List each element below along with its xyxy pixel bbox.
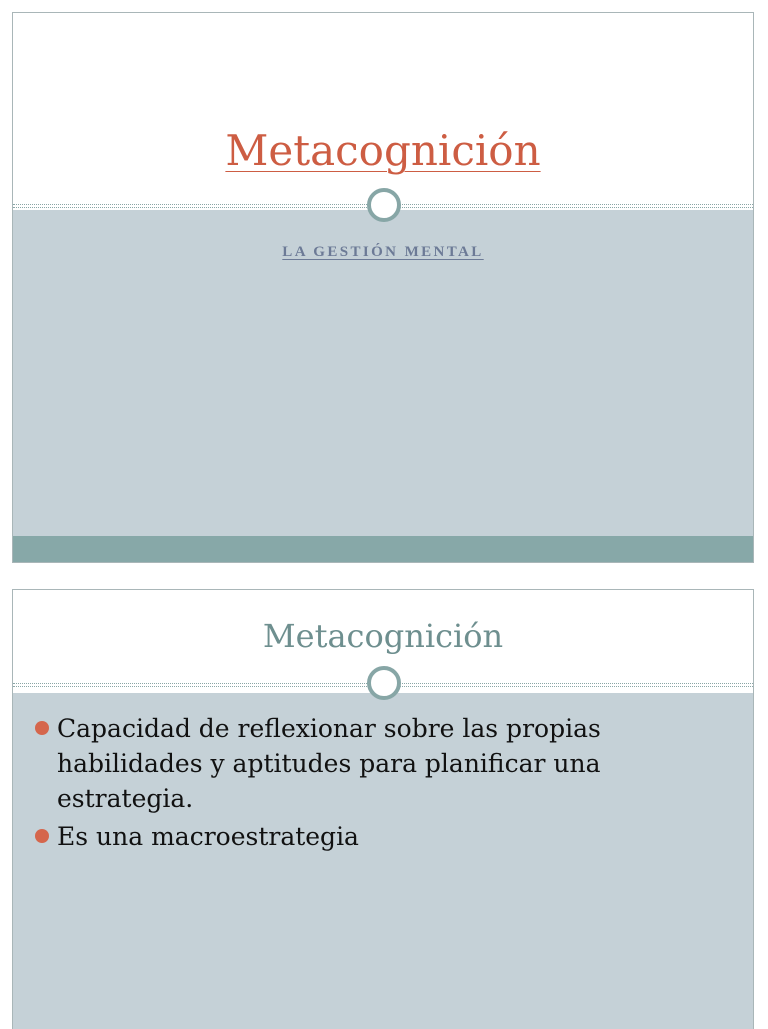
divider-circle-icon — [367, 188, 401, 222]
slide-title: Metacognición — [262, 617, 504, 655]
list-item — [35, 819, 713, 854]
slide-subtitle: LA GESTIÓN MENTAL — [282, 244, 484, 260]
bullet-text: Es una macroestrategia — [57, 822, 359, 851]
bullet-text: Capacidad de reflexionar sobre las propias habilidades y aptitudes para planificar una estrategia. — [57, 714, 601, 813]
bullet-icon — [35, 829, 49, 843]
footer-bar — [13, 536, 753, 563]
content-slide — [12, 589, 754, 1029]
divider-circle-icon — [367, 666, 401, 700]
title-slide — [12, 12, 754, 563]
list-item — [35, 711, 713, 816]
slide-title: Metacognición — [225, 126, 541, 175]
bullet-icon — [35, 721, 49, 735]
bullet-list — [35, 711, 713, 857]
